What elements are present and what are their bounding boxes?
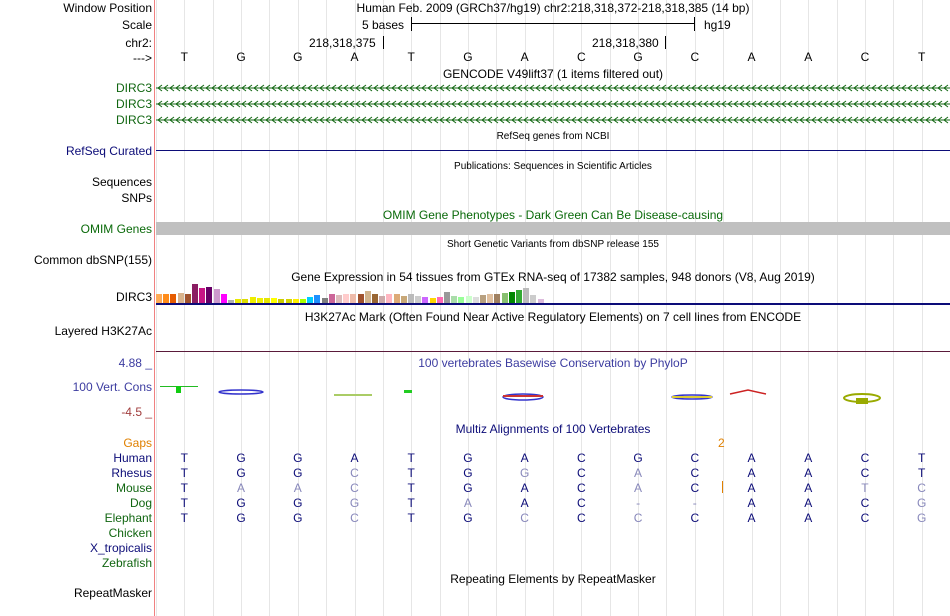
multiz-gap-count: 2 — [718, 436, 725, 450]
gene-strand-arrows — [156, 116, 950, 124]
multiz-base: - — [692, 496, 697, 510]
multiz-base: T — [180, 511, 189, 525]
multiz-base: A — [293, 481, 302, 495]
reference-base: A — [350, 50, 359, 64]
gtex-tissue-bar[interactable] — [530, 295, 536, 303]
multiz-species-label[interactable]: Chicken — [108, 526, 152, 540]
coord-label-1: 218,318,375 — [309, 36, 376, 50]
multiz-base: A — [463, 496, 472, 510]
multiz-base: T — [407, 466, 415, 480]
multiz-base: A — [747, 481, 756, 495]
gtex-tissue-bar[interactable] — [178, 293, 184, 303]
strand-label: ---> — [133, 51, 152, 65]
multiz-base: A — [747, 466, 756, 480]
multiz-base: A — [747, 451, 756, 465]
reference-base: G — [633, 50, 643, 64]
multiz-base: C — [690, 511, 700, 525]
multiz-base: C — [860, 451, 870, 465]
multiz-base: T — [180, 451, 189, 465]
refseq-gene-feature[interactable] — [156, 150, 950, 151]
reference-base: C — [860, 50, 870, 64]
coord-label-2: 218,318,380 — [592, 36, 659, 50]
multiz-base: A — [520, 481, 529, 495]
multiz-base: C — [577, 481, 586, 495]
multiz-base: - — [636, 496, 641, 510]
gtex-tissue-bar[interactable] — [379, 296, 385, 303]
gtex-tissue-bar[interactable] — [358, 294, 364, 304]
multiz-base: G — [236, 511, 246, 525]
window-position-value: Human Feb. 2009 (GRCh37/hg19) chr2:218,318,372-218,318,385 (14 bp) — [356, 1, 750, 15]
gtex-expression-bars[interactable] — [156, 284, 556, 303]
gtex-tissue-bar[interactable] — [516, 290, 522, 303]
multiz-base: G — [463, 451, 473, 465]
dbsnp-track-title: Short Genetic Variants from dbSNP release 155 — [447, 239, 659, 250]
gtex-tissue-bar[interactable] — [394, 294, 400, 303]
multiz-base: T — [407, 481, 415, 495]
reference-base: T — [180, 50, 189, 64]
publications-track-title: Publications: Sequences in Scientific Articles — [454, 161, 652, 172]
gene-strand-arrows — [156, 84, 950, 92]
multiz-base: C — [350, 481, 359, 495]
multiz-base: G — [293, 511, 303, 525]
reference-base: G — [236, 50, 246, 64]
multiz-base: C — [633, 511, 643, 525]
phylop-track-label[interactable]: 100 Vert. Cons — [72, 380, 152, 394]
phylop-mark-2 — [176, 386, 181, 393]
gtex-tissue-bar[interactable] — [192, 284, 198, 303]
gencode-gene-feature-3[interactable] — [156, 116, 950, 124]
multiz-base: G — [916, 511, 927, 525]
multiz-base: A — [804, 466, 813, 480]
dbsnp-track-label[interactable]: Common dbSNP(155) — [33, 253, 152, 267]
gtex-tissue-bar[interactable] — [408, 294, 414, 303]
multiz-base: C — [690, 466, 700, 480]
omim-feature-bar[interactable] — [156, 222, 950, 235]
multiz-species-label[interactable]: Dog — [129, 496, 152, 510]
h3k27ac-track-title: H3K27Ac Mark (Often Found Near Active Regulatory Elements) on 7 cell lines from ENCODE — [304, 310, 802, 324]
gtex-tissue-bar[interactable] — [494, 294, 500, 303]
publications-label-snps[interactable]: SNPs — [121, 191, 152, 205]
multiz-species-label[interactable]: Zebrafish — [101, 556, 152, 570]
multiz-base: C — [860, 511, 870, 525]
reference-base: C — [690, 50, 700, 64]
scale-value: 5 bases — [362, 18, 405, 32]
multiz-base: A — [520, 451, 529, 465]
gtex-tissue-bar[interactable] — [163, 294, 169, 303]
multiz-base: T — [180, 466, 189, 480]
gtex-tissue-bar[interactable] — [185, 294, 191, 304]
reference-base: A — [747, 50, 756, 64]
gtex-tissue-bar[interactable] — [336, 295, 342, 303]
multiz-base: C — [577, 466, 586, 480]
multiz-base: A — [804, 511, 813, 525]
gtex-tissue-bar[interactable] — [206, 287, 212, 303]
reference-base: G — [293, 50, 303, 64]
gtex-tissue-bar[interactable] — [372, 294, 378, 303]
gtex-tissue-bar[interactable] — [451, 296, 457, 303]
refseq-track-title: RefSeq genes from NCBI — [496, 131, 610, 142]
multiz-base: G — [519, 466, 530, 480]
coord-tick-2 — [665, 36, 666, 49]
gtex-tissue-bar[interactable] — [214, 289, 220, 303]
gtex-tissue-bar[interactable] — [502, 293, 508, 303]
gencode-item-label-3[interactable]: DIRC3 — [115, 113, 152, 127]
multiz-base: T — [407, 451, 415, 465]
multiz-species-label[interactable]: Human — [113, 451, 152, 465]
multiz-base: C — [860, 496, 870, 510]
reference-base: T — [917, 50, 926, 64]
gtex-tissue-bar[interactable] — [365, 291, 371, 303]
gtex-tissue-bar[interactable] — [329, 294, 335, 303]
gtex-tissue-bar[interactable] — [314, 295, 320, 303]
multiz-base: G — [916, 496, 927, 510]
scale-label: Scale — [121, 18, 152, 32]
multiz-base: T — [861, 481, 869, 495]
gtex-tissue-bar[interactable] — [401, 296, 407, 303]
multiz-base: T — [917, 466, 926, 480]
gencode-item-label-2[interactable]: DIRC3 — [115, 97, 152, 111]
multiz-base: T — [407, 496, 415, 510]
multiz-base: A — [350, 451, 359, 465]
omim-track-label[interactable]: OMIM Genes — [80, 222, 152, 236]
multiz-base: C — [520, 511, 529, 525]
gtex-tissue-bar[interactable] — [487, 294, 493, 304]
gencode-gene-feature-1[interactable] — [156, 84, 950, 92]
gtex-tissue-bar[interactable] — [221, 294, 227, 303]
multiz-base: G — [463, 466, 473, 480]
refseq-track-label[interactable]: RefSeq Curated — [65, 144, 152, 158]
multiz-base: A — [634, 466, 643, 480]
phylop-conservation-plot[interactable] — [156, 380, 950, 410]
multiz-base: G — [633, 451, 643, 465]
phylop-ymin: -4.5 _ — [121, 405, 152, 419]
multiz-base: G — [463, 481, 473, 495]
multiz-base: G — [293, 466, 303, 480]
h3k27ac-track-label[interactable]: Layered H3K27Ac — [54, 324, 152, 338]
gtex-tissue-bar[interactable] — [480, 295, 486, 303]
phylop-mark-9 — [672, 396, 712, 398]
multiz-base: G — [236, 466, 246, 480]
multiz-base: G — [236, 451, 246, 465]
phylop-mark-4 — [334, 394, 372, 396]
gtex-tissue-bar[interactable] — [523, 288, 529, 303]
reference-base: G — [463, 50, 473, 64]
publications-label-sequences[interactable]: Sequences — [91, 175, 152, 189]
gtex-tissue-bar[interactable] — [199, 288, 205, 303]
multiz-base: C — [577, 511, 586, 525]
gtex-tissue-bar[interactable] — [156, 294, 162, 304]
gtex-tissue-bar[interactable] — [386, 294, 392, 304]
phylop-ymax: 4.88 _ — [118, 356, 152, 370]
multiz-species-label[interactable]: Rhesus — [111, 466, 152, 480]
multiz-base: A — [804, 481, 813, 495]
multiz-track-title: Multiz Alignments of 100 Vertebrates — [455, 422, 651, 436]
omim-track-title: OMIM Gene Phenotypes - Dark Green Can Be Disease-causing — [382, 208, 724, 222]
repeatmasker-track-title: Repeating Elements by RepeatMasker — [450, 572, 656, 586]
multiz-base: G — [463, 511, 473, 525]
multiz-base: A — [520, 496, 529, 510]
h3k27ac-baseline — [156, 351, 950, 352]
scale-bar — [411, 17, 695, 31]
reference-base: A — [520, 50, 529, 64]
gtex-track-label[interactable]: DIRC3 — [115, 290, 152, 304]
gene-strand-arrows — [156, 100, 950, 108]
multiz-base: G — [349, 496, 360, 510]
reference-base: A — [804, 50, 813, 64]
repeatmasker-track-label[interactable]: RepeatMasker — [73, 586, 152, 600]
phylop-mark-5 — [404, 390, 412, 393]
reference-sequence — [0, 50, 950, 64]
multiz-base: G — [236, 496, 246, 510]
reference-base: C — [577, 50, 586, 64]
multiz-base: T — [180, 481, 189, 495]
multiz-base: A — [804, 451, 813, 465]
phylop-mark-10 — [730, 390, 766, 394]
gtex-tissue-bar[interactable] — [466, 296, 472, 303]
multiz-base: A — [804, 496, 813, 510]
gtex-tissue-bar[interactable] — [415, 296, 421, 303]
multiz-gaps-label[interactable]: Gaps — [123, 436, 152, 450]
multiz-base: T — [407, 511, 415, 525]
phylop-mark-12 — [856, 398, 868, 404]
multiz-base: A — [747, 511, 756, 525]
multiz-base: G — [293, 451, 303, 465]
gtex-tissue-bar[interactable] — [350, 294, 356, 304]
multiz-base: C — [577, 496, 586, 510]
multiz-base: T — [180, 496, 189, 510]
scale-assembly: hg19 — [704, 18, 731, 32]
multiz-base: C — [350, 466, 359, 480]
multiz-base: C — [690, 451, 700, 465]
multiz-base: C — [860, 466, 870, 480]
gencode-track-title: GENCODE V49lift37 (1 items filtered out) — [442, 67, 664, 81]
window-position-label: Window Position — [63, 1, 152, 15]
multiz-base: A — [747, 496, 756, 510]
gencode-gene-feature-2[interactable] — [156, 100, 950, 108]
gtex-tissue-bar[interactable] — [444, 292, 450, 303]
chrom-label: chr2: — [125, 36, 152, 50]
multiz-base: C — [350, 511, 359, 525]
multiz-base: T — [917, 451, 926, 465]
gtex-tissue-bar[interactable] — [170, 294, 176, 303]
gtex-gene-line — [156, 303, 950, 305]
gencode-item-label-1[interactable]: DIRC3 — [115, 81, 152, 95]
multiz-species-rows — [0, 451, 950, 571]
multiz-species-label[interactable]: Mouse — [115, 481, 152, 495]
multiz-base: A — [237, 481, 246, 495]
multiz-base: C — [577, 451, 586, 465]
gtex-tissue-bar[interactable] — [343, 294, 349, 304]
gtex-track-title: Gene Expression in 54 tissues from GTEx RNA-seq of 17382 samples, 948 donors (V8, Aug 2019) — [291, 270, 815, 284]
reference-base: T — [407, 50, 415, 64]
multiz-species-label[interactable]: Elephant — [104, 511, 152, 525]
phylop-mark-3 — [219, 390, 263, 394]
multiz-base: C — [690, 481, 700, 495]
multiz-base: A — [634, 481, 643, 495]
gtex-tissue-bar[interactable] — [509, 292, 515, 303]
multiz-base: G — [293, 496, 303, 510]
phylop-mark-7 — [503, 395, 543, 397]
coord-tick-1 — [383, 36, 384, 49]
multiz-species-label[interactable]: X_tropicalis — [89, 541, 152, 555]
phylop-track-title: 100 vertebrates Basewise Conservation by PhyloP — [418, 356, 688, 370]
multiz-base: C — [917, 481, 926, 495]
